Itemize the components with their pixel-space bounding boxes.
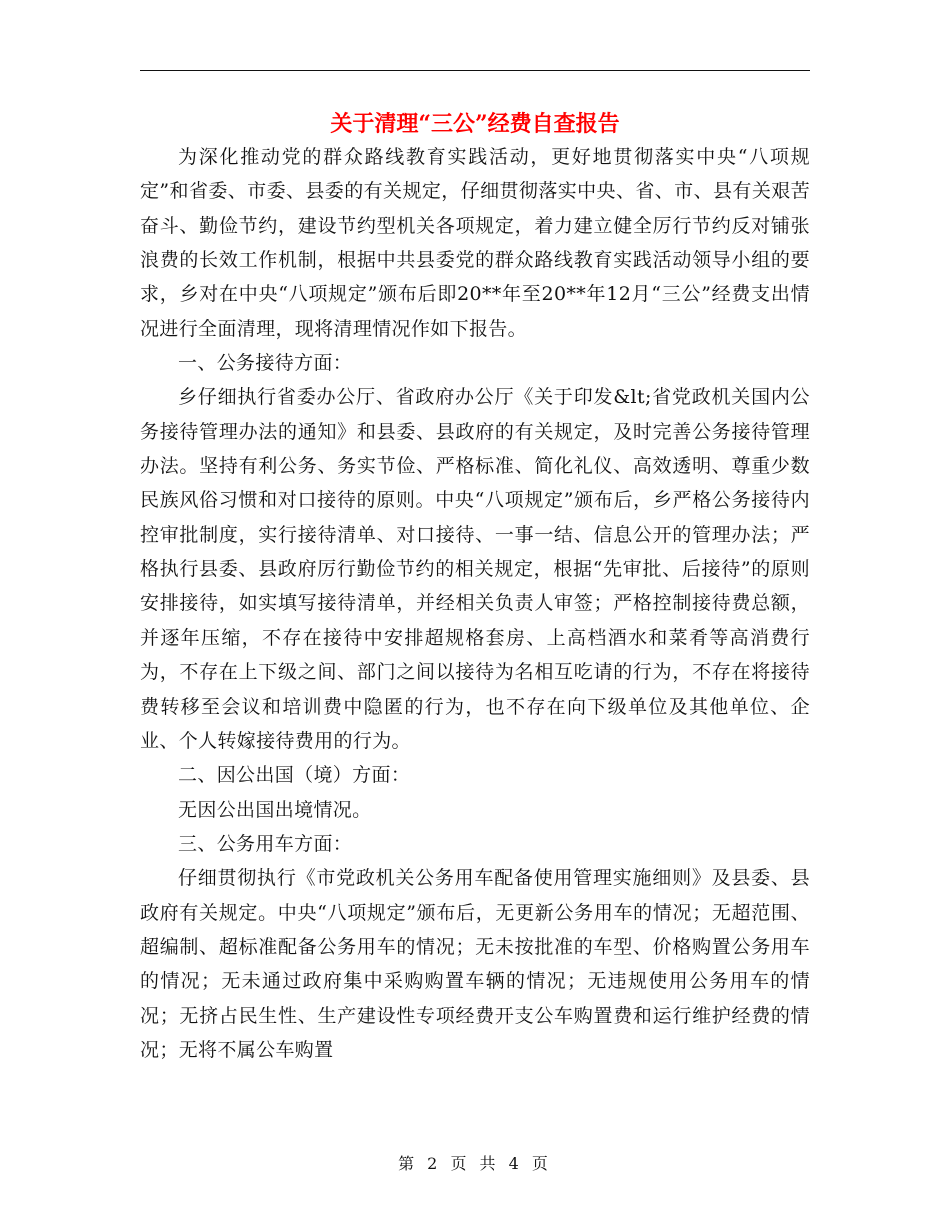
section-heading-overseas: 二、因公出国（境）方面： — [178, 764, 411, 787]
paragraph-intro: 为深化推动党的群众路线教育实践活动，更好地贯彻落实中央“八项规定”和省委、市委、县委的有关规定，仔细贯彻落实中央、省、市、县有关艰苦奋斗、勤俭节约，建设节约型机关各项规定，着力建立健全厉行节约反对铺张浪费的长效工作机制，根据中共县委党的群众路线教育实践活动领导小组的要求，乡对在中央“八项规定”颁布后即20**年至20**年12月“三公”经费支出情况进行全面清理，现将清理情况作如下报告。 — [140, 146, 810, 340]
document-title: 关于清理“三公”经费自查报告 — [330, 111, 620, 137]
section-heading-reception: 一、公务接待方面： — [178, 352, 353, 375]
page-number-footer — [0, 1152, 950, 1176]
paragraph-overseas: 无因公出国出境情况。 — [178, 798, 372, 821]
paragraph-reception: 乡仔细执行省委办公厅、省政府办公厅《关于印发&lt;省党政机关国内公务接待管理办法的通知》和县委、县政府的有关规定，及时完善公务接待管理办法。坚持有利公务、务实节俭、严格标准、简化礼仪、高效透明、尊重少数民族风俗习惯和对口接待的原则。中央“八项规定”颁布后，乡严格公务接待内控审批制度，实行接待清单、对口接待、一事一结、信息公开的管理办法；严格执行县委、县政府厉行勤俭节约的相关规定，根据“先审批、后接待”的原则安排接待，如实填写接待清单，并经相关负责人审签；严格控制接待费总额，并逐年压缩，不存在接待中安排超规格套房、上高档酒水和菜肴等高消费行为，不存在上下级之间、部门之间以接待为名相互吃请的行为，不存在将接待费转移至会议和培训费中隐匿的行为，也不存在向下级单位及其他单位、企业、个人转嫁接待费用的行为。 — [140, 386, 810, 752]
paragraph-vehicles: 仔细贯彻执行《市党政机关公务用车配备使用管理实施细则》及县委、县政府有关规定。中央“八项规定”颁布后，无更新公务用车的情况；无超范围、超编制、超标准配备公务用车的情况；无未按批准的车型、价格购置公务用车的情况；无未通过政府集中采购购置车辆的情况；无违规使用公务用车的情况；无挤占民生性、生产建设性专项经费开支公车购置费和运行维护经费的情况；无将不属公车购置 — [140, 867, 810, 1061]
document-body — [140, 140, 810, 1067]
section-heading-vehicles: 三、公务用车方面： — [178, 832, 353, 855]
header-rule — [140, 70, 810, 71]
page-number-label: 第 2 页 共 4 页 — [398, 1154, 552, 1173]
